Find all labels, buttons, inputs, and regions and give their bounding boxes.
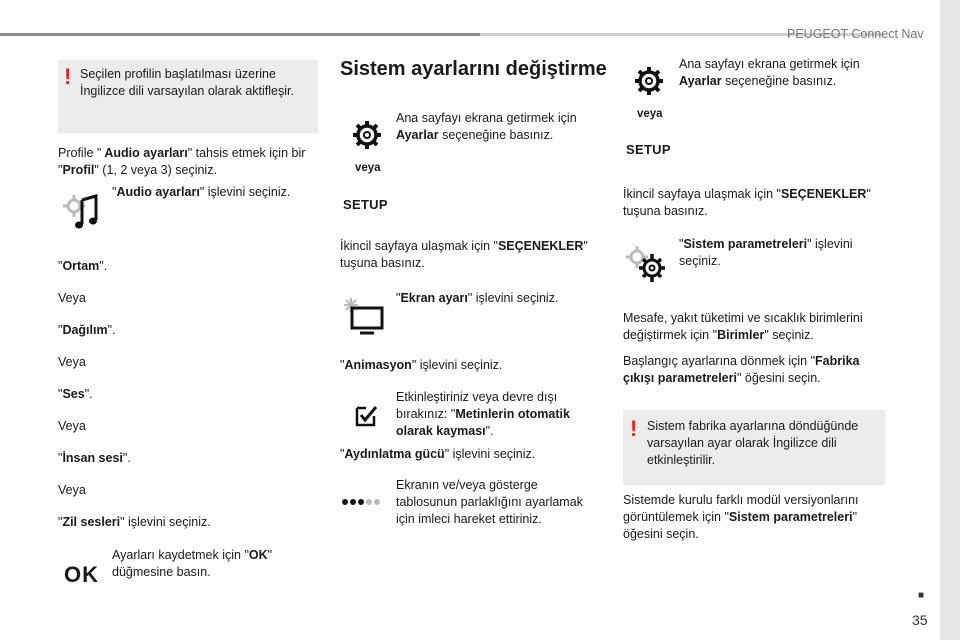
setup-button-label: SETUP [626,142,671,157]
system-parameters-icon [624,244,670,284]
option-zil-sesleri: "Zil sesleri" işlevini seçiniz. [58,515,211,529]
sysparam-step-text: "Sistem parametreleri" işlevini seçiniz. [679,237,853,268]
page-number: 35 [912,612,928,628]
option-separator: Veya [58,483,86,497]
option-separator: Veya [58,291,86,305]
checkbox-icon [354,402,380,428]
toggle-step-text: Etkinleştiriniz veya devre dışı bırakınız: "Metinlerin otomatik olarak kayması". [396,390,570,438]
audio-settings-icon [60,192,104,232]
modules-paragraph: Sistemde kurulu farklı modül versiyonlarını görüntülemek için "Sistem parametreleri" öğesini seçin. [623,493,859,541]
slider-step-text: Ekranın ve/veya gösterge tablosunun parlaklığını ayarlamak için imleci hareket ettiriniz. [396,478,583,526]
warning-icon: ! [64,64,72,89]
option-separator: Veya [58,355,86,369]
screen-settings-icon [342,296,386,336]
gear-icon [352,120,382,150]
option-ses: "Ses". [58,387,93,401]
factory-paragraph: Başlangıç ayarlarına dönmek için "Fabrika çıkışı parametreleri" öğesini seçin. [623,354,860,385]
header-rule-dark [0,33,480,36]
header-title: PEUGEOT Connect Nav [787,27,924,41]
brightness-paragraph: "Aydınlatma gücü" işlevini seçiniz. [340,447,536,461]
veya-label: veya [355,162,381,174]
warning-note-text: Sistem fabrika ayarlarına döndüğünde varsayılan ayar olarak İngilizce dili etkinleştirilir. [647,419,859,467]
warning-icon: ! [630,416,638,441]
options-paragraph: İkincil sayfaya ulaşmak için "SEÇENEKLER" tuşuna basınız. [623,187,871,218]
audio-step-text: "Audio ayarları" işlevini seçiniz. [112,185,291,199]
audio-option-list [58,258,308,546]
veya-label: veya [637,108,663,120]
footer-marker: ■ [918,590,925,601]
section-heading: Sistem ayarlarını değiştirme [340,58,607,80]
page-edge-bar [940,0,960,640]
settings-step-text: Ana sayfayı ekrana getirmek için Ayarlar seçeneğine basınız. [679,57,860,88]
setup-button-label: SETUP [343,197,388,212]
option-ortam: "Ortam". [58,259,108,273]
option-dagilim: "Dağılım". [58,323,116,337]
animation-paragraph: "Animasyon" işlevini seçiniz. [340,358,503,372]
screen-step-text: "Ekran ayarı" işlevini seçiniz. [396,291,559,305]
option-separator: Veya [58,419,86,433]
warning-note-text: Seçilen profilin başlatılması üzerine İngilizce dili varsayılan olarak aktifleşir. [80,67,294,98]
option-insan-sesi: "İnsan sesi". [58,451,131,465]
ok-step-text: Ayarları kaydetmek için "OK" düğmesine basın. [112,548,273,579]
units-paragraph: Mesafe, yakıt tüketimi ve sıcaklık birimlerini değiştirmek için "Birimler" seçiniz. [623,311,863,342]
profile-paragraph: Profile " Audio ayarları" tahsis etmek için bir "Profil" (1, 2 veya 3) seçiniz. [58,146,306,177]
options-paragraph: İkincil sayfaya ulaşmak için "SEÇENEKLER" tuşuna basınız. [340,239,588,270]
brightness-slider-icon [342,496,382,508]
settings-step-text: Ana sayfayı ekrana getirmek için Ayarlar seçeneğine basınız. [396,111,577,142]
ok-icon: OK [64,562,99,587]
gear-icon [634,66,664,96]
